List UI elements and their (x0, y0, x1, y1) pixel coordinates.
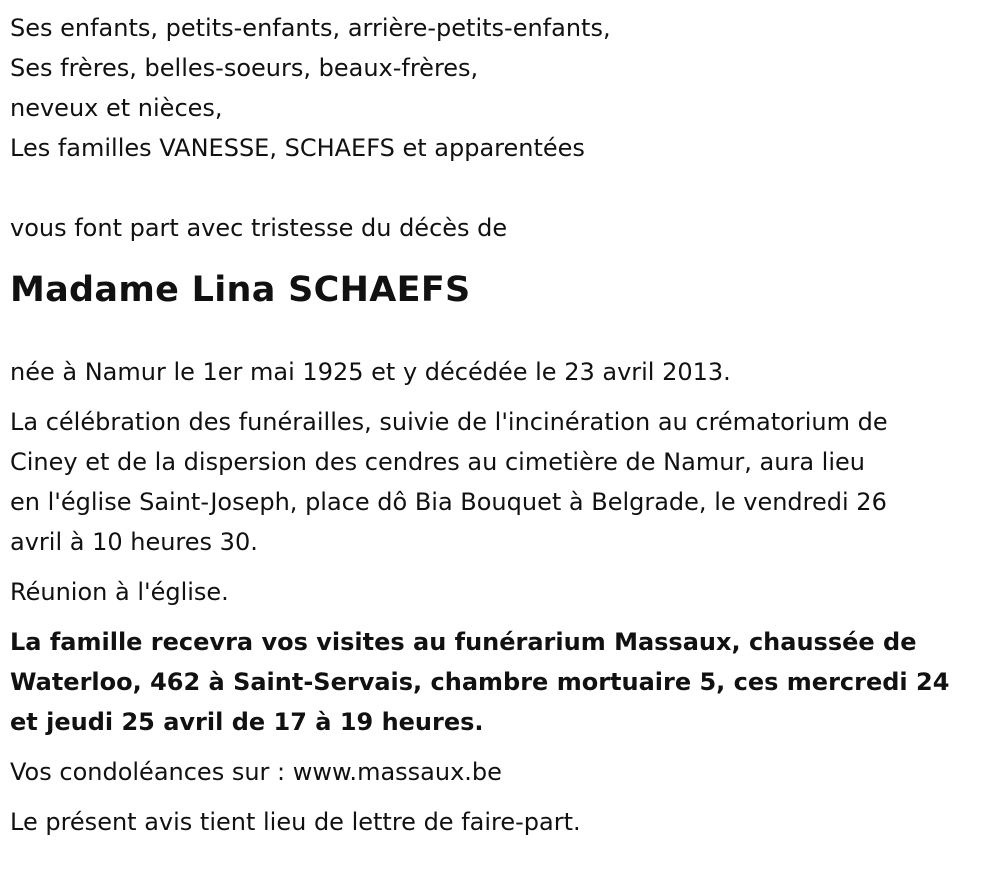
visits-line: La famille recevra vos visites au funérarium Massaux, chaussée de (10, 628, 917, 656)
visits-line: Waterloo, 462 à Saint-Servais, chambre mortuaire 5, ces mercredi 24 (10, 668, 950, 696)
birth-death-text: née à Namur le 1er mai 1925 et y décédée le 23 avril 2013. (10, 358, 731, 386)
condolences-text: Vos condoléances sur : www.massaux.be (10, 758, 502, 786)
ceremony-paragraph (10, 402, 990, 562)
ceremony-line: avril à 10 heures 30. (10, 528, 258, 556)
visits-paragraph (10, 622, 990, 742)
meeting-text: Réunion à l'église. (10, 578, 229, 606)
visits-line: et jeudi 25 avril de 17 à 19 heures. (10, 708, 484, 736)
announcement-text: vous font part avec tristesse du décès de (10, 214, 508, 242)
family-line: Les familles VANESSE, SCHAEFS et apparentées (10, 134, 585, 162)
family-line: Ses enfants, petits-enfants, arrière-petits-enfants, (10, 14, 611, 42)
closing-text: Le présent avis tient lieu de lettre de faire-part. (10, 808, 581, 836)
ceremony-line: en l'église Saint-Joseph, place dô Bia Bouquet à Belgrade, le vendredi 26 (10, 488, 887, 516)
ceremony-line: Ciney et de la dispersion des cendres au cimetière de Namur, aura lieu (10, 448, 865, 476)
family-line: neveux et nièces, (10, 94, 223, 122)
ceremony-line: La célébration des funérailles, suivie de l'incinération au crématorium de (10, 408, 888, 436)
family-line: Ses frères, belles-soeurs, beaux-frères, (10, 54, 479, 82)
obituary-notice (10, 8, 990, 852)
deceased-name: Madame Lina SCHAEFS (10, 270, 471, 310)
family-list (10, 8, 990, 168)
